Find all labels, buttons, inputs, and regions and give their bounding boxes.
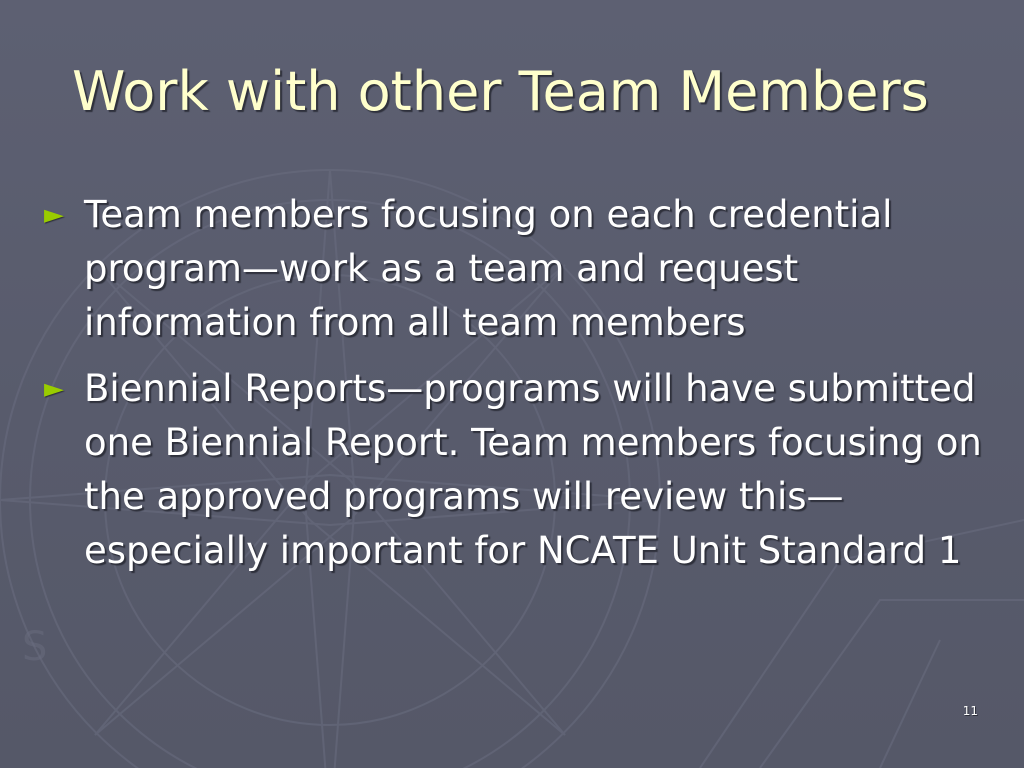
bullet-text: Biennial Reports—programs will have submitted one Biennial Report. Team members focusing on the approved programs will review this—especially important for NCATE Unit Standard 1 — [84, 367, 982, 572]
slide-title: Work with other Team Members — [72, 60, 929, 123]
slide-number: 11 — [962, 704, 978, 718]
triangle-bullet-icon: ► — [44, 374, 64, 404]
triangle-bullet-icon: ► — [44, 200, 64, 230]
bullet-item — [44, 188, 984, 350]
bullet-text: Team members focusing on each credential program—work as a team and request information from all team members — [84, 193, 893, 344]
bullet-list — [44, 188, 984, 590]
svg-text:S: S — [22, 624, 48, 670]
bullet-item — [44, 362, 984, 578]
